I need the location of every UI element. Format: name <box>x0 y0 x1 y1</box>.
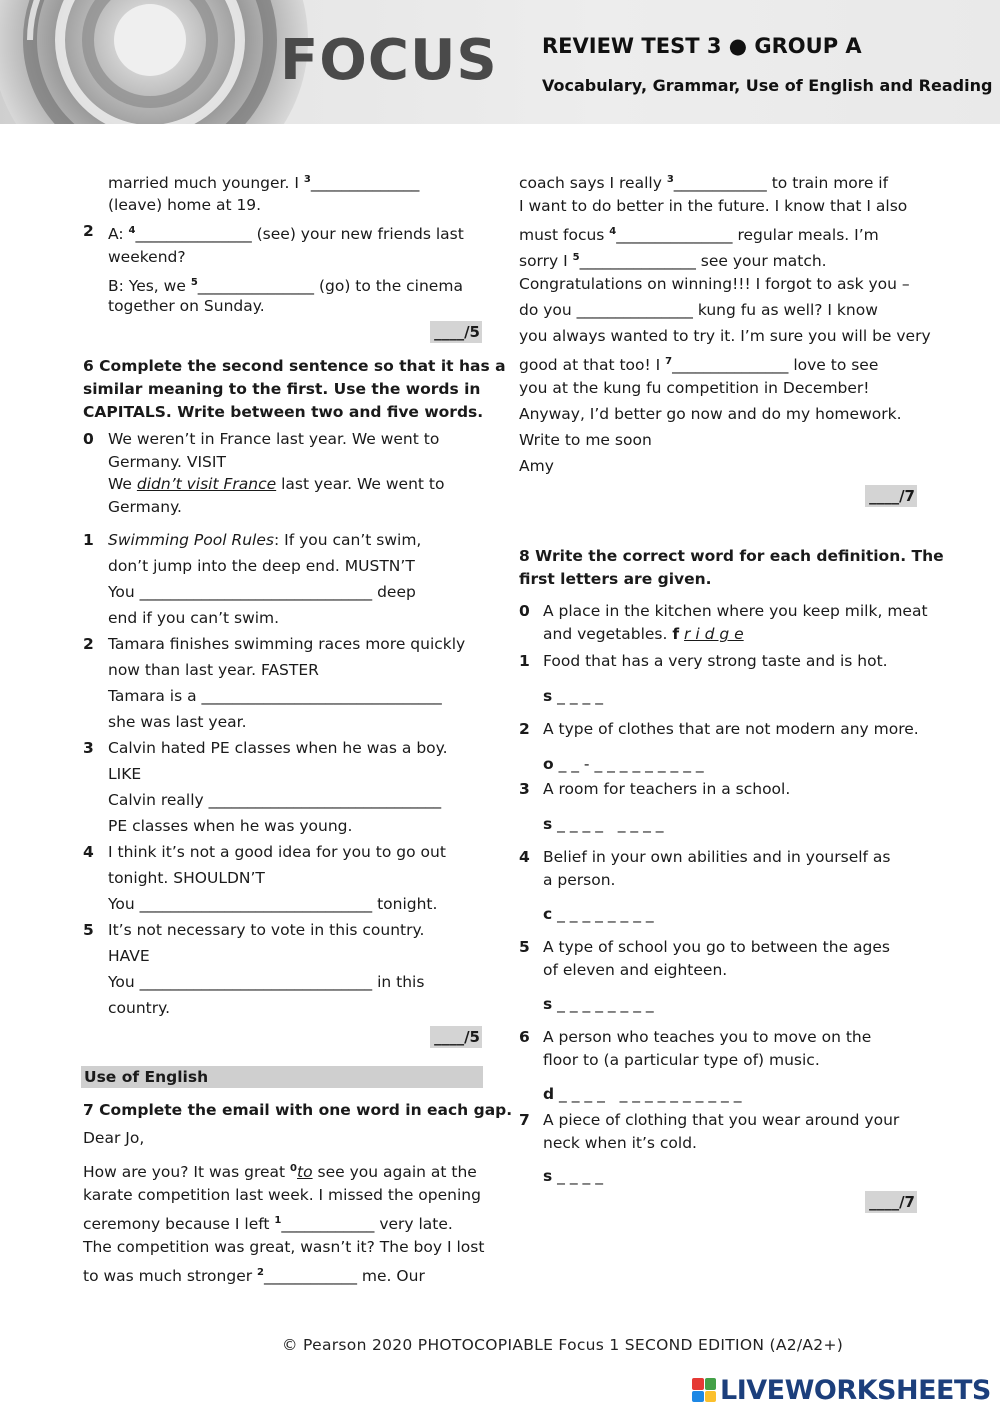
liveworksheets-wordmark: LIVEWORKSHEETS <box>720 1374 991 1406</box>
email-gap-4[interactable]: _______________ regular meals. I’m <box>616 226 879 244</box>
definition-line: A piece of clothing that you wear around your <box>543 1111 900 1129</box>
definition-line: neck when it’s cold. <box>543 1134 697 1152</box>
email-line: Amy <box>519 457 554 475</box>
item-number: 5 <box>519 938 530 956</box>
item-number: 3 <box>519 780 530 798</box>
ex6-line: don’t jump into the deep end. MUSTN’T <box>108 557 415 575</box>
email-line: The competition was great, wasn’t it? The boy I lost <box>83 1238 485 1256</box>
definition-line: floor to (a particular type of) music. <box>543 1051 820 1069</box>
email-line: sorry I $^5$_______________ see your match. <box>519 252 827 270</box>
ex6-line: end if you can’t swim. <box>108 609 280 627</box>
item-number: 0 <box>83 430 94 448</box>
email-line: karate competition last week. I missed the opening <box>83 1186 481 1204</box>
email-line: you always wanted to try it. I’m sure you will be very <box>519 327 931 345</box>
ex5-line: (leave) home at 19. <box>108 196 262 214</box>
ex5-gap-3[interactable]: ______________ <box>310 174 420 192</box>
ex5-line: together on Sunday. <box>108 297 265 315</box>
definition-line: A room for teachers in a school. <box>543 780 791 798</box>
example-answer: to <box>297 1163 313 1181</box>
definition-line: A person who teaches you to move on the <box>543 1028 872 1046</box>
email-line: I want to do better in the future. I know that I also <box>519 197 908 215</box>
email-line: Write to me soon <box>519 431 652 449</box>
email-line: Dear Jo, <box>83 1129 145 1147</box>
ex6-line: We didn’t visit France last year. We went to <box>108 475 445 493</box>
ex6-line: Swimming Pool Rules: If you can’t swim, <box>108 531 422 549</box>
word-answer[interactable]: c _ _ _ _ _ _ _ _ <box>543 905 654 923</box>
definition-line: and vegetables. f r i d g e <box>543 625 744 643</box>
item-number: 4 <box>519 848 530 866</box>
email-line: ceremony because I left $^1$____________ very late. <box>83 1215 453 1233</box>
email-line: you at the kung fu competition in December! <box>519 379 870 397</box>
item-number: 7 <box>519 1111 530 1129</box>
word-answer[interactable]: s _ _ _ _ _ _ _ _ <box>543 995 654 1013</box>
test-subtitle: Vocabulary, Grammar, Use of English and Reading <box>542 76 993 95</box>
word-answer[interactable]: o _ _ - _ _ _ _ _ _ _ _ _ <box>543 755 704 773</box>
ex6-answer-line[interactable]: Calvin really ______________________________ <box>108 791 442 809</box>
score-box[interactable]: ____/7 <box>865 485 917 507</box>
item-number: 1 <box>519 652 530 670</box>
word-answer[interactable]: s _ _ _ _ <box>543 1167 603 1185</box>
ex6-line: Germany. VISIT <box>108 453 226 471</box>
exercise-heading: 7 Complete the email with one word in each gap. <box>83 1101 513 1119</box>
email-gap-1[interactable]: ____________ very late. <box>281 1215 453 1233</box>
word-answer[interactable]: s _ _ _ _ <box>543 687 603 705</box>
item-number: 5 <box>83 921 94 939</box>
email-line: Congratulations on winning!!! I forgot to ask you – <box>519 275 910 293</box>
copyright-footer: © Pearson 2020 PHOTOCOPIABLE Focus 1 SECOND EDITION (A2/A2+) <box>282 1336 844 1354</box>
email-line[interactable]: do you _______________ kung fu as well? I know <box>519 301 878 319</box>
liveworksheets-logo[interactable] <box>692 1374 991 1406</box>
item-number: 2 <box>83 222 94 240</box>
definition-line: a person. <box>543 871 616 889</box>
ex5-gap-4[interactable]: _______________ (see) your new friends last <box>135 225 464 243</box>
word-answer[interactable]: s _ _ _ _ _ _ _ _ <box>543 815 664 833</box>
ex6-line: I think it’s not a good idea for you to go out <box>108 843 446 861</box>
exercise-heading: 6 Complete the second sentence so that it has a <box>83 357 506 375</box>
score-box[interactable]: ____/5 <box>430 1026 482 1048</box>
ex6-line: It’s not necessary to vote in this country. <box>108 921 425 939</box>
word-answer[interactable]: d _ _ _ _ _ _ _ _ _ _ _ _ _ _ <box>543 1085 742 1103</box>
page-header <box>0 0 1000 124</box>
email-gap-2[interactable]: ____________ me. Our <box>264 1267 425 1285</box>
section-use-of-english: Use of English <box>81 1066 483 1088</box>
exercise-heading: 8 Write the correct word for each definition. The <box>519 547 944 565</box>
ex6-line: Germany. <box>108 498 182 516</box>
ex5-gap-5[interactable]: _______________ (go) to the cinema <box>197 277 463 295</box>
score-box[interactable]: ____/5 <box>430 321 482 343</box>
liveworksheets-badge-icon <box>692 1378 716 1402</box>
ex6-line: now than last year. FASTER <box>108 661 319 679</box>
score-box[interactable]: ____/7 <box>865 1191 917 1213</box>
ex6-answer-line[interactable]: You ______________________________ tonight. <box>108 895 438 913</box>
item-number: 1 <box>83 531 94 549</box>
ex6-line: HAVE <box>108 947 150 965</box>
ex6-answer-line[interactable]: You ______________________________ deep <box>108 583 416 601</box>
ex6-answer-line[interactable]: You ______________________________ in this <box>108 973 425 991</box>
email-gap-5[interactable]: _______________ see your match. <box>579 252 827 270</box>
exercise-heading: similar meaning to the first. Use the words in <box>83 380 481 398</box>
email-line: Anyway, I’d better go now and do my homework. <box>519 405 902 423</box>
definition-line: A type of school you go to between the ages <box>543 938 890 956</box>
item-number: 2 <box>519 720 530 738</box>
exercise-heading: CAPITALS. Write between two and five words. <box>83 403 484 421</box>
email-gap-3[interactable]: ____________ to train more if <box>673 174 889 192</box>
definition-line: A type of clothes that are not modern any more. <box>543 720 919 738</box>
definition-line: A place in the kitchen where you keep milk, meat <box>543 602 928 620</box>
email-line: good at that too! I $^7$_______________ love to see <box>519 356 879 374</box>
ex6-line: Tamara finishes swimming races more quickly <box>108 635 466 653</box>
ex5-line: B: Yes, we $^5$_______________ (go) to the cinema <box>108 277 463 295</box>
definition-line: Belief in your own abilities and in yourself as <box>543 848 891 866</box>
email-gap-7[interactable]: _______________ love to see <box>672 356 879 374</box>
item-number: 2 <box>83 635 94 653</box>
item-number: 6 <box>519 1028 530 1046</box>
focus-logo: FOCUS <box>280 28 498 93</box>
ex6-line: PE classes when he was young. <box>108 817 353 835</box>
ex6-line: LIKE <box>108 765 142 783</box>
item-number: 4 <box>83 843 94 861</box>
example-answer: r i d g e <box>684 625 744 643</box>
ex6-line: she was last year. <box>108 713 247 731</box>
email-line: coach says I really $^3$____________ to train more if <box>519 174 889 192</box>
definition-line: Food that has a very strong taste and is hot. <box>543 652 888 670</box>
ex5-line: weekend? <box>108 248 186 266</box>
exercise-heading: first letters are given. <box>519 570 712 588</box>
ex5-line: married much younger. I $^3$______________ <box>108 174 420 192</box>
ex6-line: country. <box>108 999 170 1017</box>
item-number: 3 <box>83 739 94 757</box>
email-line: How are you? It was great $^0$to see you again at the <box>83 1163 477 1181</box>
ex6-line: Calvin hated PE classes when he was a boy. <box>108 739 448 757</box>
test-title: REVIEW TEST 3 ● GROUP A <box>542 34 862 58</box>
ex6-line: We weren’t in France last year. We went to <box>108 430 440 448</box>
focus-swirl-graphic <box>0 0 310 124</box>
ex5-line: A: $^4$_______________ (see) your new friends last <box>108 225 464 243</box>
example-answer: didn’t visit France <box>136 475 277 493</box>
item-number: 0 <box>519 602 530 620</box>
ex6-answer-line[interactable]: Tamara is a _______________________________ <box>108 687 442 705</box>
email-line: to was much stronger $^2$____________ me. Our <box>83 1267 425 1285</box>
ex6-line: tonight. SHOULDN’T <box>108 869 265 887</box>
email-line: must focus $^4$_______________ regular meals. I’m <box>519 226 879 244</box>
definition-line: of eleven and eighteen. <box>543 961 728 979</box>
